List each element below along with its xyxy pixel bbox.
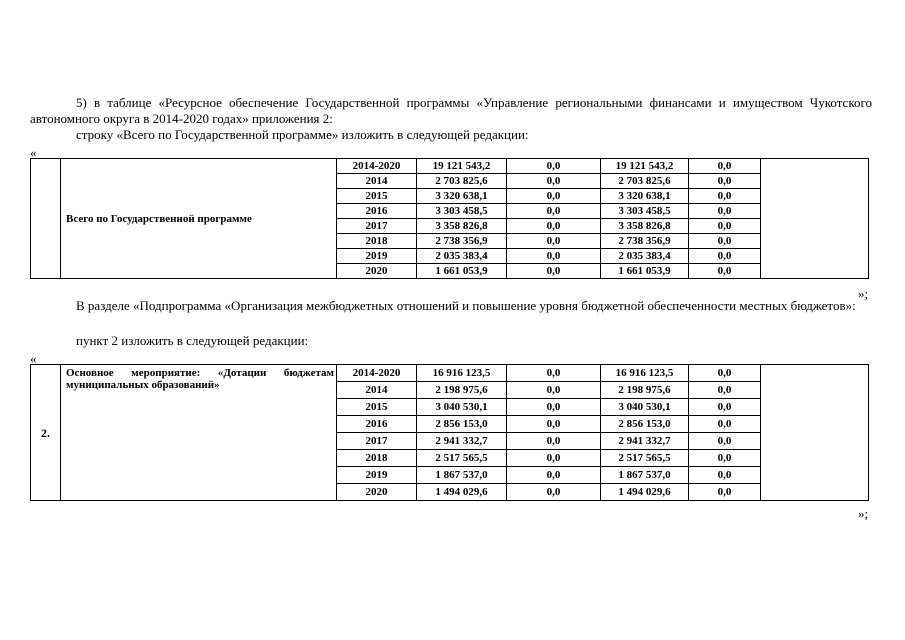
cell-total: 3 303 458,5 xyxy=(417,204,507,219)
cell-total: 1 494 029,6 xyxy=(417,484,507,501)
cell-fed: 0,0 xyxy=(507,189,601,204)
cell-okrug: 2 856 153,0 xyxy=(601,416,689,433)
cell-year: 2019 xyxy=(337,249,417,264)
table1-open-quote: « xyxy=(30,145,37,160)
cell-total: 2 856 153,0 xyxy=(417,416,507,433)
cell-total: 16 916 123,5 xyxy=(417,365,507,382)
section1-instruction xyxy=(30,127,872,143)
cell-okrug: 3 358 826,8 xyxy=(601,219,689,234)
section2-line1: В разделе «Подпрограмма «Организация межбюджетных отношений и повышение уровня бюджетной обеспеченности местных бюджетов»: xyxy=(76,298,856,313)
cell-other: 0,0 xyxy=(689,174,761,189)
table2-close-quote: »; xyxy=(858,506,869,521)
cell-other: 0,0 xyxy=(689,467,761,484)
cell-fed: 0,0 xyxy=(507,450,601,467)
cell-fed: 0,0 xyxy=(507,219,601,234)
cell-fed: 0,0 xyxy=(507,382,601,399)
cell-fed: 0,0 xyxy=(507,234,601,249)
cell-year: 2018 xyxy=(337,234,417,249)
cell-year: 2015 xyxy=(337,189,417,204)
cell-other: 0,0 xyxy=(689,264,761,279)
cell-year: 2014-2020 xyxy=(337,159,417,174)
cell-okrug: 1 494 029,6 xyxy=(601,484,689,501)
cell-fed: 0,0 xyxy=(507,365,601,382)
section1-line2: строку «Всего по Государственной программе» изложить в следующей редакции: xyxy=(76,127,529,142)
cell-total: 2 035 383,4 xyxy=(417,249,507,264)
section1-line1: 5) в таблице «Ресурсное обеспечение Государственной программы «Управление региональными финансами и имуществом Чукотского автономного округа в 2014-2020 годах» приложения 2: xyxy=(30,95,872,126)
cell-okrug: 1 867 537,0 xyxy=(601,467,689,484)
cell-fed: 0,0 xyxy=(507,467,601,484)
cell-fed: 0,0 xyxy=(507,484,601,501)
cell-year: 2014-2020 xyxy=(337,365,417,382)
table-row xyxy=(31,365,869,382)
cell-other: 0,0 xyxy=(689,365,761,382)
cell-total: 2 198 975,6 xyxy=(417,382,507,399)
table-row xyxy=(31,159,869,174)
cell-total: 2 941 332,7 xyxy=(417,433,507,450)
empty-notes-cell xyxy=(761,365,869,501)
cell-okrug: 3 303 458,5 xyxy=(601,204,689,219)
cell-year: 2016 xyxy=(337,204,417,219)
cell-year: 2020 xyxy=(337,484,417,501)
cell-year: 2017 xyxy=(337,433,417,450)
row-name-cell: Всего по Государственной программе xyxy=(61,159,337,279)
cell-okrug: 1 661 053,9 xyxy=(601,264,689,279)
cell-okrug: 16 916 123,5 xyxy=(601,365,689,382)
cell-other: 0,0 xyxy=(689,159,761,174)
cell-total: 3 320 638,1 xyxy=(417,189,507,204)
cell-other: 0,0 xyxy=(689,234,761,249)
table2-budget xyxy=(30,364,869,501)
cell-okrug: 2 738 356,9 xyxy=(601,234,689,249)
cell-other: 0,0 xyxy=(689,249,761,264)
cell-year: 2017 xyxy=(337,219,417,234)
row-index-cell xyxy=(31,159,61,279)
cell-fed: 0,0 xyxy=(507,159,601,174)
cell-other: 0,0 xyxy=(689,382,761,399)
cell-fed: 0,0 xyxy=(507,264,601,279)
cell-other: 0,0 xyxy=(689,204,761,219)
cell-okrug: 2 035 383,4 xyxy=(601,249,689,264)
cell-year: 2015 xyxy=(337,399,417,416)
cell-fed: 0,0 xyxy=(507,416,601,433)
cell-year: 2014 xyxy=(337,382,417,399)
cell-okrug: 19 121 543,2 xyxy=(601,159,689,174)
cell-total: 1 661 053,9 xyxy=(417,264,507,279)
section2-line2: пункт 2 изложить в следующей редакции: xyxy=(76,333,309,348)
cell-total: 3 040 530,1 xyxy=(417,399,507,416)
cell-other: 0,0 xyxy=(689,219,761,234)
cell-year: 2016 xyxy=(337,416,417,433)
cell-other: 0,0 xyxy=(689,416,761,433)
cell-total: 19 121 543,2 xyxy=(417,159,507,174)
cell-fed: 0,0 xyxy=(507,433,601,450)
cell-other: 0,0 xyxy=(689,450,761,467)
table2-open-quote: « xyxy=(30,351,37,366)
cell-fed: 0,0 xyxy=(507,249,601,264)
cell-okrug: 2 703 825,6 xyxy=(601,174,689,189)
cell-fed: 0,0 xyxy=(507,204,601,219)
cell-year: 2020 xyxy=(337,264,417,279)
cell-okrug: 2 941 332,7 xyxy=(601,433,689,450)
cell-other: 0,0 xyxy=(689,399,761,416)
cell-total: 2 703 825,6 xyxy=(417,174,507,189)
cell-year: 2019 xyxy=(337,467,417,484)
section1-paragraph xyxy=(30,95,872,127)
cell-year: 2018 xyxy=(337,450,417,467)
row-index-cell: 2. xyxy=(31,365,61,501)
cell-total: 3 358 826,8 xyxy=(417,219,507,234)
cell-fed: 0,0 xyxy=(507,399,601,416)
row-name-cell: Основное мероприятие: «Дотации бюджетам муниципальных образований» xyxy=(61,365,337,501)
cell-okrug: 2 198 975,6 xyxy=(601,382,689,399)
empty-notes-cell xyxy=(761,159,869,279)
cell-total: 1 867 537,0 xyxy=(417,467,507,484)
cell-okrug: 3 320 638,1 xyxy=(601,189,689,204)
cell-other: 0,0 xyxy=(689,433,761,450)
cell-okrug: 2 517 565,5 xyxy=(601,450,689,467)
cell-year: 2014 xyxy=(337,174,417,189)
table1-close-quote: »; xyxy=(858,286,869,301)
section2-paragraph xyxy=(30,298,872,314)
cell-okrug: 3 040 530,1 xyxy=(601,399,689,416)
cell-total: 2 517 565,5 xyxy=(417,450,507,467)
cell-fed: 0,0 xyxy=(507,174,601,189)
table1-budget xyxy=(30,158,869,279)
cell-other: 0,0 xyxy=(689,189,761,204)
cell-total: 2 738 356,9 xyxy=(417,234,507,249)
section2-instruction xyxy=(30,333,872,349)
cell-other: 0,0 xyxy=(689,484,761,501)
